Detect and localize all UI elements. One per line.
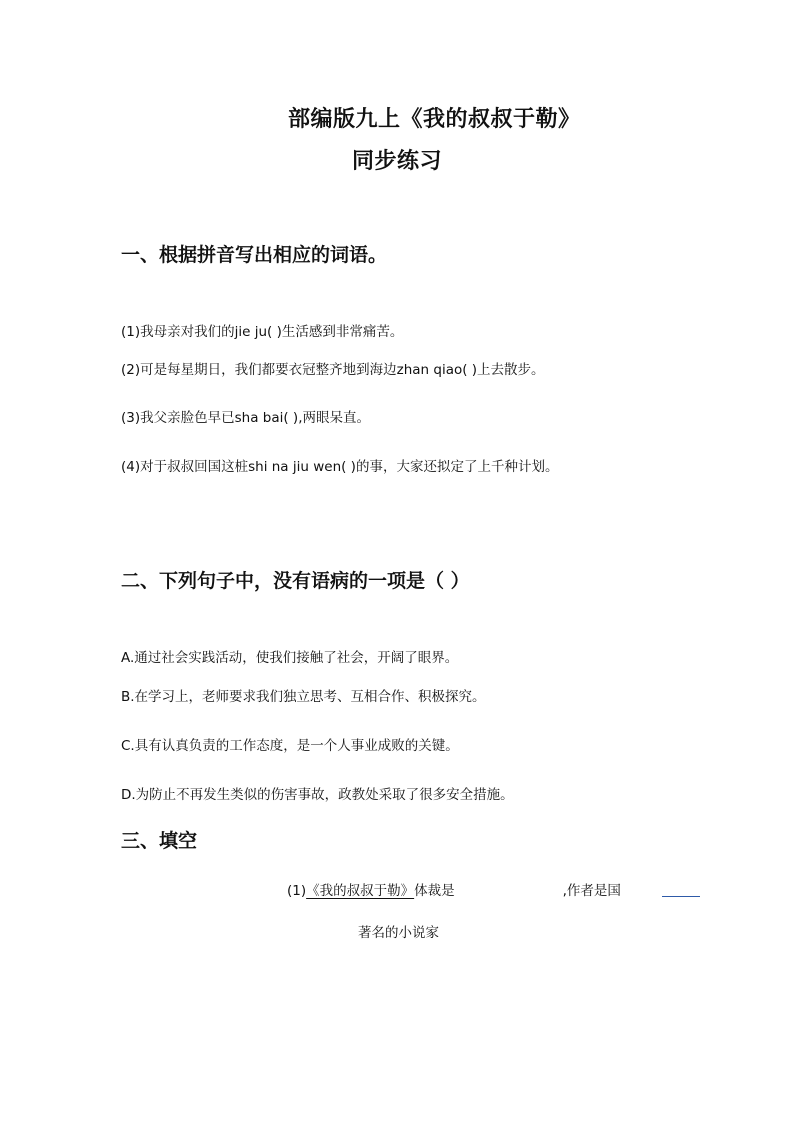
worksheet-title: 部编版九上《我的叔叔于勒》 bbox=[288, 106, 581, 132]
section-2-option-c: C.具有认真负责的工作态度，是一个人事业成败的关键。 bbox=[121, 738, 459, 754]
section-1-heading: 一、根据拼音写出相应的词语。 bbox=[121, 244, 388, 266]
section-3-heading: 三、填空 bbox=[121, 830, 198, 852]
section-1-item-3: (3)我父亲脸色早已sha bai( ),两眼呆直。 bbox=[121, 410, 370, 426]
nationality-blank[interactable] bbox=[662, 896, 700, 897]
worksheet-subtitle: 同步练习 bbox=[352, 148, 443, 174]
book-title: 《我的叔叔于勒》 bbox=[306, 883, 415, 899]
section-2-option-a: A.通过社会实践活动，使我们接触了社会，开阔了眼界。 bbox=[121, 650, 459, 666]
section-1-item-2: (2)可是每星期日，我们都要衣冠整齐地到海边zhan qiao( )上去散步。 bbox=[121, 362, 545, 378]
section-1-item-1: (1)我母亲对我们的jie ju( )生活感到非常痛苦。 bbox=[121, 324, 404, 340]
section-2-option-b: B.在学习上，老师要求我们独立思考、互相合作、积极探究。 bbox=[121, 689, 486, 705]
fill-question-1-author-label: ,作者是国 bbox=[562, 883, 621, 899]
fill-question-1 bbox=[287, 879, 621, 899]
fill-question-1-genre-label: 体裁是 bbox=[414, 883, 455, 899]
section-1-item-4: (4)对于叔叔回国这桩shi na jiu wen( )的事，大家还拟定了上千种计划。 bbox=[121, 459, 559, 475]
section-2-heading: 二、下列句子中，没有语病的一项是（ ） bbox=[121, 570, 470, 592]
fill-question-1-number: (1) bbox=[287, 883, 307, 899]
section-2-option-d: D.为防止不再发生类似的伤害事故，政教处采取了很多安全措施。 bbox=[121, 787, 514, 803]
fill-question-1-continuation: 著名的小说家 bbox=[358, 925, 439, 941]
